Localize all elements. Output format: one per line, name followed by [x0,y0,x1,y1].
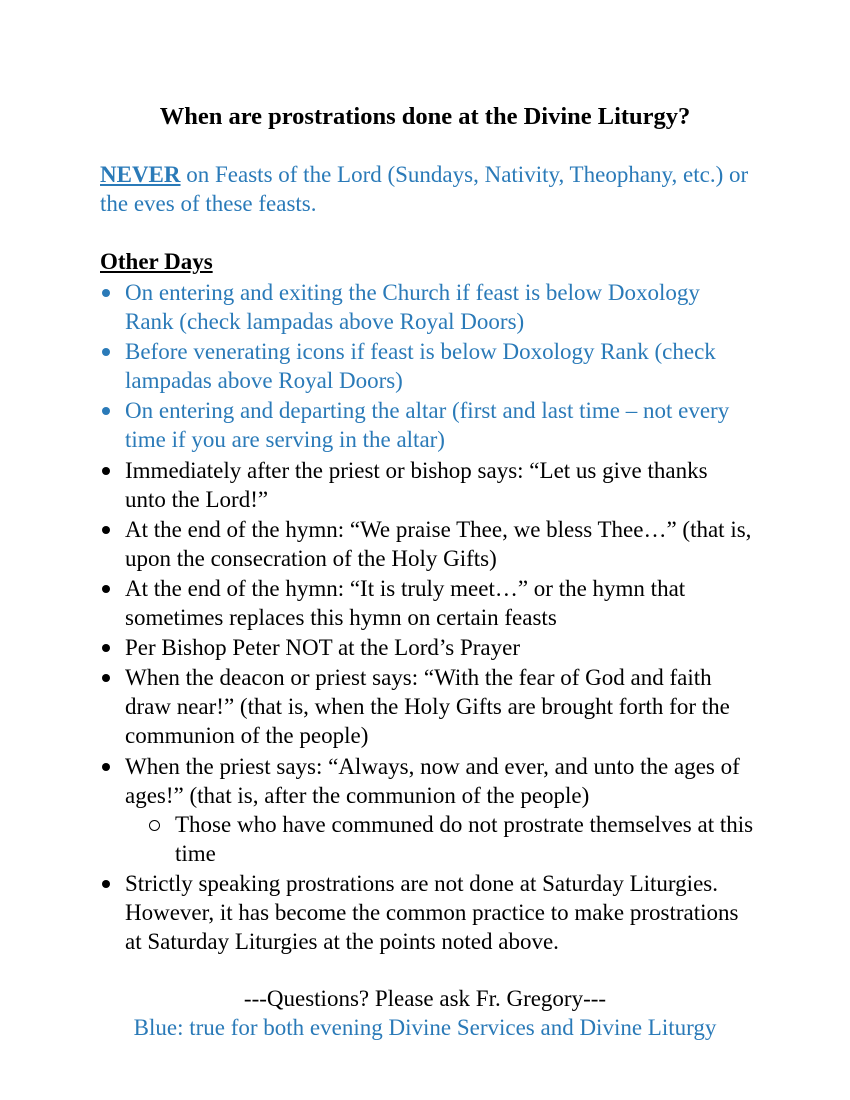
page-title: When are prostrations done at the Divine Liturgy? [159,103,691,130]
list-item [0,574,753,632]
closing-line: ---Questions? Please ask Fr. Gregory--- [243,986,607,1011]
prostration-list [0,278,850,957]
sub-list-item [175,810,755,868]
list-item-text: When the priest says: “Always, now and ever, and unto the ages of ages!” (that is, after the communion of the people) [125,753,740,808]
list-item [0,278,753,336]
bullet-icon [102,289,110,297]
bullet-icon [102,348,110,356]
list-item [0,337,753,395]
list-item-text: At the end of the hymn: “It is truly meet…” or the hymn that sometimes replaces this hymn on certain feasts [125,575,686,630]
list-item-text: Immediately after the priest or bishop says: “Let us give thanks unto the Lord!” [125,457,708,512]
bullet-icon [102,674,110,682]
sub-list [125,810,753,868]
list-item-text: When the deacon or priest says: “With the fear of God and faith draw near!” (that is, when the Holy Gifts are brought forth for the communion of the people) [125,665,730,749]
bullet-icon [102,467,110,475]
list-item [0,663,753,750]
list-item-text: Strictly speaking prostrations are not done at Saturday Liturgies. However, it has become the common practice to make prostrations at Saturday Liturgies at the points noted above. [125,870,739,954]
bullet-icon [102,585,110,593]
list-item [0,752,753,868]
list-item-text: Before venerating icons if feast is below Doxology Rank (check lampadas above Royal Doors) [125,339,716,394]
list-item-text: At the end of the hymn: “We praise Thee, we bless Thee…” (that is, upon the consecration of the Holy Gifts) [125,516,752,571]
bullet-icon [102,763,110,771]
sub-list-item-text: Those who have communed do not prostrate themselves at this time [175,811,754,866]
bullet-icon [102,526,110,534]
list-item-text: On entering and exiting the Church if feast is below Doxology Rank (check lampadas above Royal Doors) [125,280,700,334]
hollow-bullet-icon [149,820,160,831]
list-item [0,515,753,573]
section-heading: Other Days [100,249,213,274]
list-item [0,633,753,662]
bullet-icon [102,880,110,888]
bullet-icon [102,644,110,652]
list-item-text: Per Bishop Peter NOT at the Lord’s Prayer [125,635,520,661]
list-item [0,869,753,956]
list-item [0,396,753,454]
list-item-text: On entering and departing the altar (first and last time – not every time if you are serving in the altar) [125,398,730,453]
intro-paragraph [100,160,760,218]
bullet-icon [102,407,110,415]
list-item [0,456,753,514]
never-emphasis: NEVER [100,162,181,187]
intro-text: on Feasts of the Lord (Sundays, Nativity, Theophany, etc.) or the eves of these feasts. [100,162,749,216]
color-legend-note: Blue: true for both evening Divine Services and Divine Liturgy [133,1015,717,1040]
